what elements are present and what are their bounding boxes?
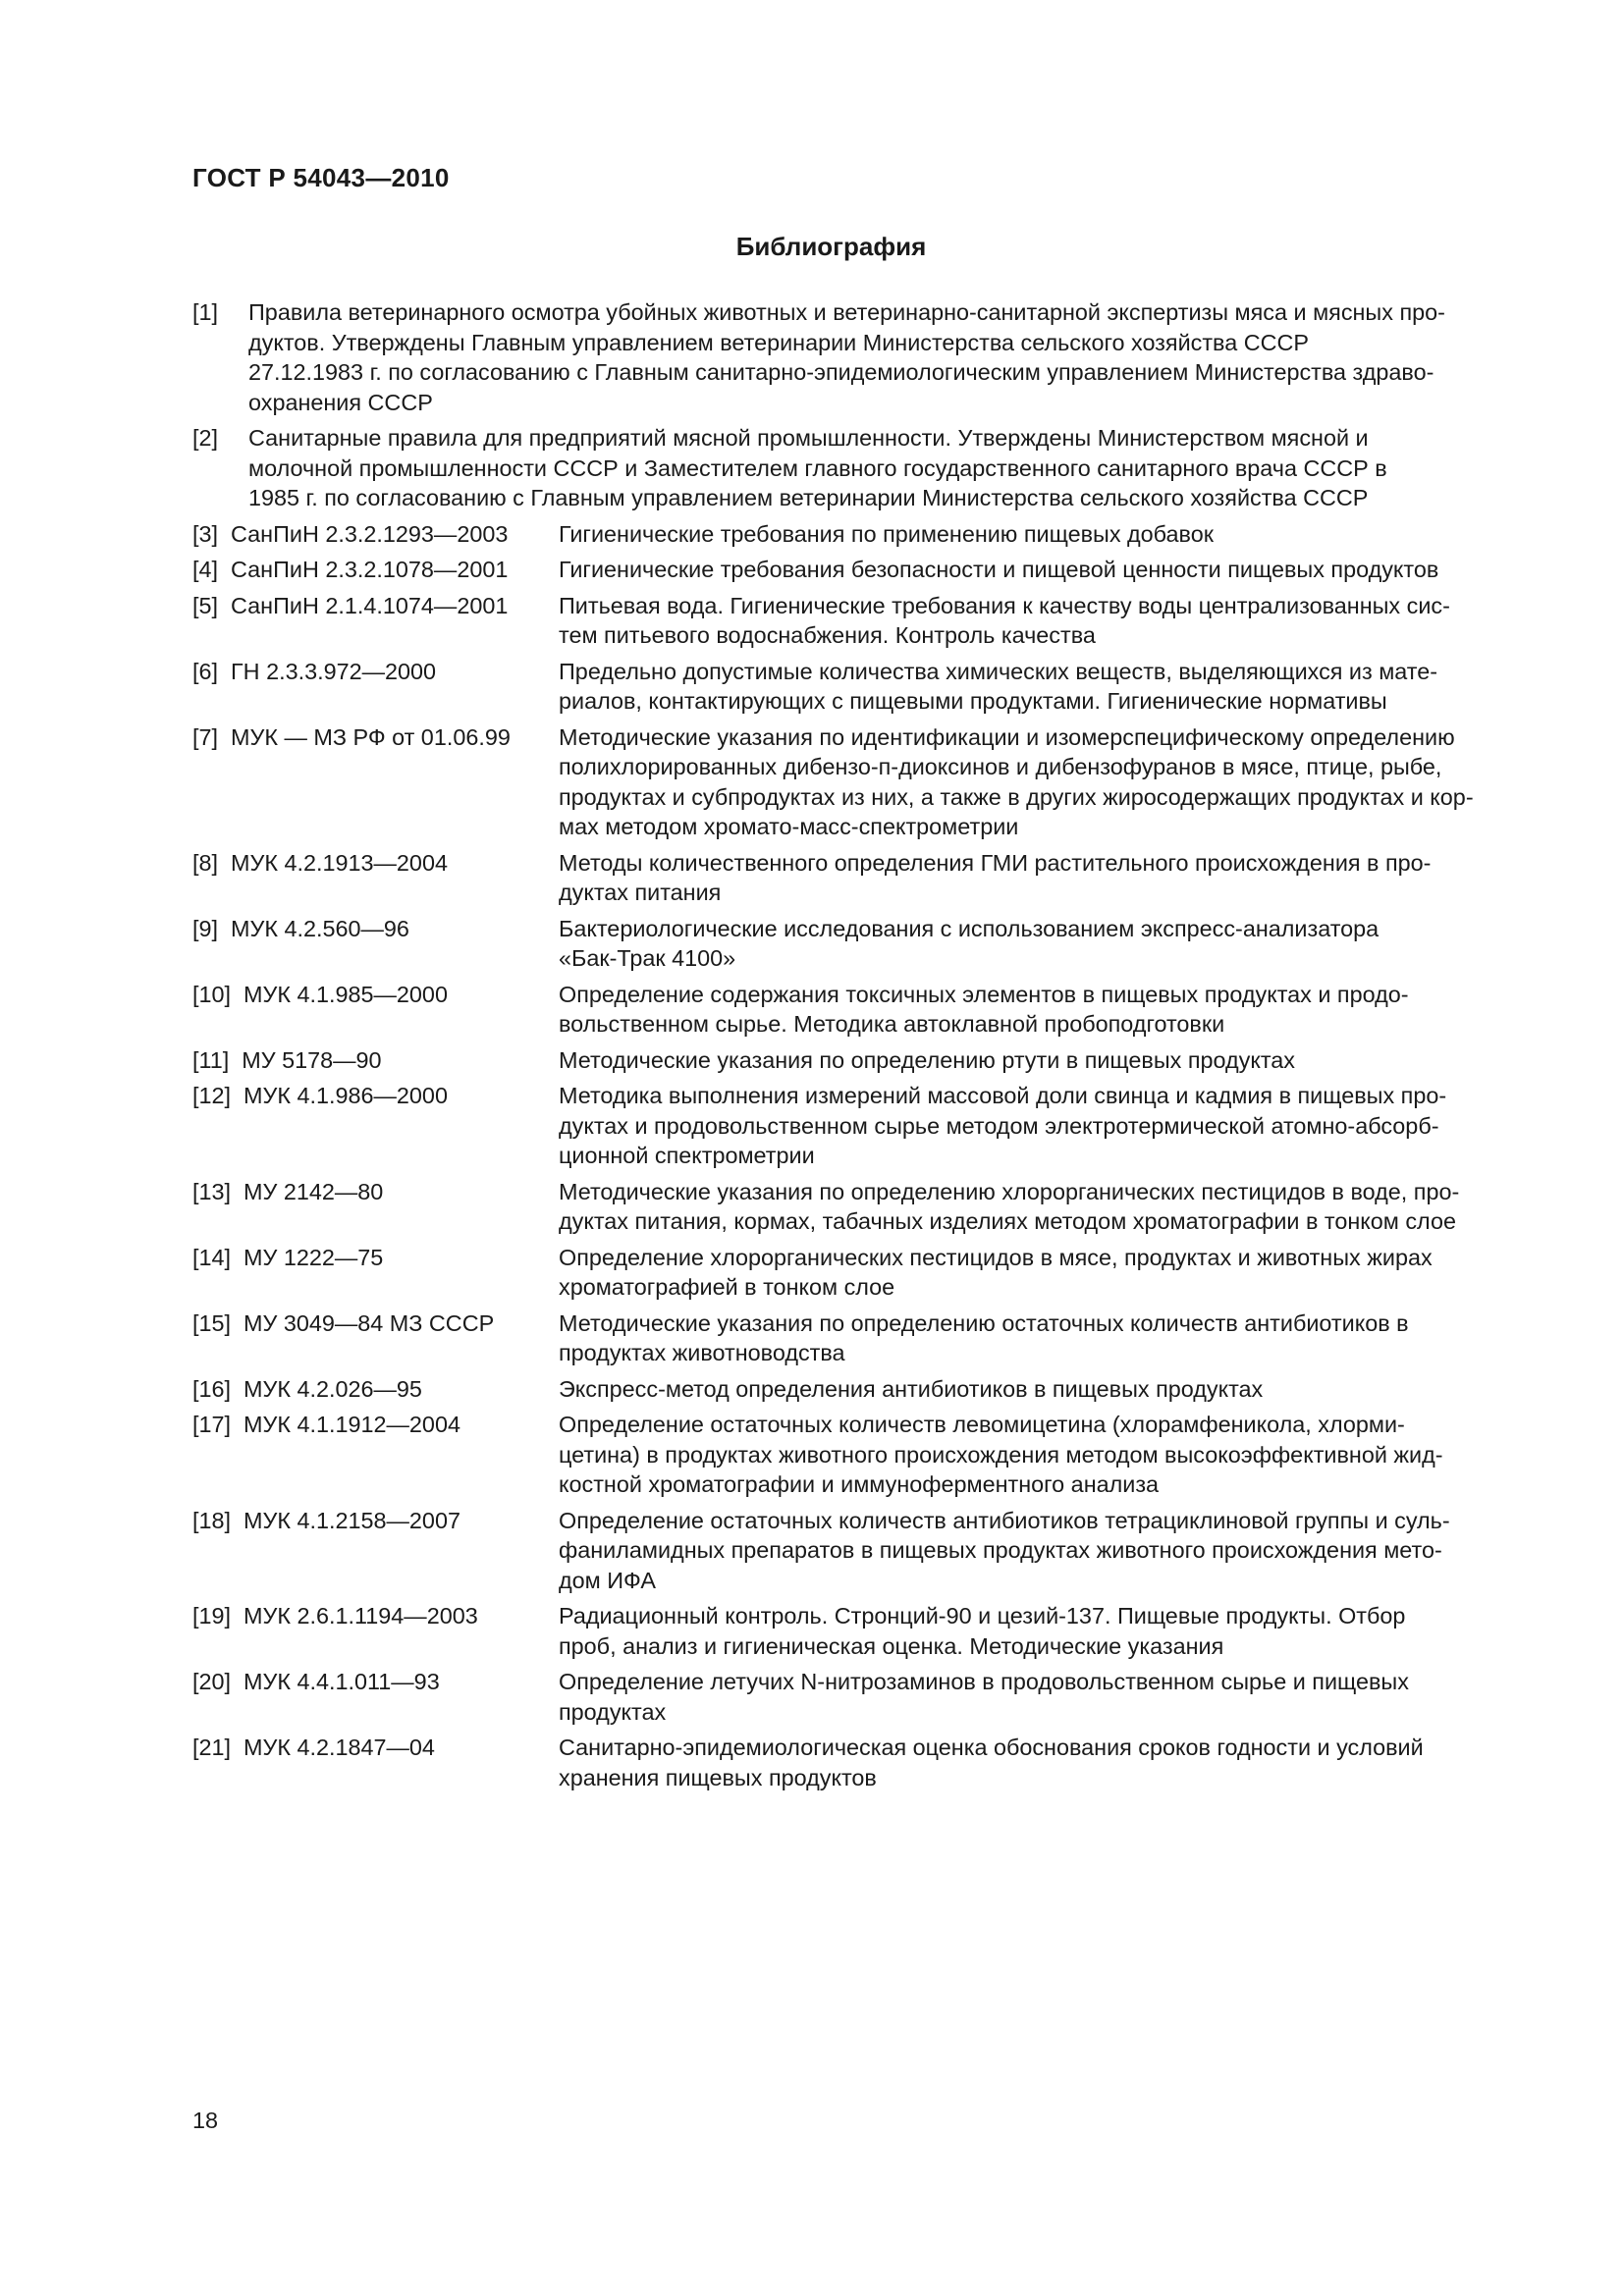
- entry-text: Радиационный контроль. Стронций-90 и цезий-137. Пищевые продукты. Отбор проб, анализ и гигиеническая оценка. Методические указания: [559, 1603, 1406, 1659]
- entry-label: [192, 1243, 559, 1303]
- entry-label: [192, 555, 559, 585]
- bibliography-entry: [192, 1506, 1520, 1596]
- entry-text: Бактериологические исследования с использованием экспресс-анализатора «Бак-Трак 4100»: [559, 915, 1380, 971]
- section-title: Библиография: [735, 232, 927, 261]
- bibliography-entry: [192, 1410, 1520, 1500]
- entry-number: [20]: [192, 1669, 232, 1694]
- entry-code: СанПиН 2.3.2.1078—2001: [231, 557, 509, 582]
- bibliography-entry: [192, 1177, 1520, 1237]
- bibliography-entry: [192, 1667, 1520, 1727]
- entry-number: [4]: [192, 557, 219, 582]
- bibliography-entry: [192, 914, 1520, 974]
- entry-number: [7]: [192, 723, 219, 750]
- entry-number: [5]: [192, 592, 219, 618]
- entry-label: [192, 1410, 559, 1500]
- entry-label: [192, 1308, 559, 1368]
- entry-number: [1]: [192, 299, 219, 325]
- entry-label: [192, 914, 559, 974]
- entry-label: [192, 1506, 559, 1596]
- entry-number: [13]: [192, 1178, 232, 1204]
- entry-number: [21]: [192, 1735, 232, 1760]
- bibliography-entry: [192, 1308, 1520, 1368]
- bibliography-entry: [192, 1374, 1520, 1405]
- entry-text: Определение хлорорганических пестицидов в мясе, продуктах и животных жирах хроматографией в тонком слое: [559, 1244, 1433, 1300]
- entry-label: [192, 519, 559, 550]
- entry-text: Предельно допустимые количества химических веществ, выделяющихся из мате- риалов, контактирующих с пищевыми продуктами. Гигиенические нормативы: [559, 658, 1438, 714]
- entry-text: Методы количественного определения ГМИ растительного происхождения в про- дуктах питания: [559, 849, 1432, 905]
- bibliography-entry: [192, 1243, 1520, 1303]
- entry-text: Питьевая вода. Гигиенические требования к качеству воды централизованных сис- тем питьевого водоснабжения. Контроль качества: [559, 592, 1450, 648]
- bibliography-entry: [192, 980, 1520, 1040]
- bibliography-entry: [192, 591, 1520, 651]
- bibliography-entry: [192, 1601, 1520, 1661]
- entry-code: МУ 2142—80: [243, 1178, 384, 1204]
- entry-text: Методические указания по определению остаточных количеств антибиотиков в продуктах животноводства: [559, 1309, 1409, 1365]
- entry-code: ГН 2.3.3.972—2000: [231, 658, 437, 684]
- entry-text: Санитарные правила для предприятий мясной промышленности. Утверждены Министерством мясной и молочной промышленности СССР и Заместителем главного государственного санитарного врача СССР в 1985 г. по согласованию с Главным управлением ветеринарии Министерства сельского хозяйства СССР: [248, 425, 1387, 510]
- entry-number: [8]: [192, 849, 219, 876]
- entry-label: [192, 1177, 559, 1237]
- entry-number: [17]: [192, 1412, 232, 1437]
- entry-code: МУК 4.2.026—95: [243, 1375, 422, 1402]
- entry-label: [192, 1733, 559, 1792]
- entry-number: [10]: [192, 981, 232, 1007]
- entry-code: МУ 5178—90: [242, 1046, 382, 1073]
- entry-number: [6]: [192, 658, 219, 684]
- bibliography-list: [192, 297, 1520, 1798]
- page-number: 18: [192, 2108, 219, 2133]
- entry-text: Гигиенические требования по применению пищевых добавок: [559, 520, 1214, 547]
- entry-text: Правила ветеринарного осмотра убойных животных и ветеринарно-санитарной экспертизы мяса и мясных про- дуктов. Утверждены Главным управлением ветеринарии Министерства сельского хозяйства СССР 27.12.1983 г. по согласованию с Главным санитарно-эпидемиологическим управлением Министерства здраво- охранения СССР: [248, 299, 1445, 415]
- bibliography-entry: [192, 519, 1520, 550]
- entry-number: [19]: [192, 1603, 232, 1629]
- entry-code: СанПиН 2.1.4.1074—2001: [231, 592, 509, 618]
- entry-text: Методика выполнения измерений массовой доли свинца и кадмия в пищевых про- дуктах и продовольственном сырье методом электротермической атомно-абсорб- ционной спектрометрии: [559, 1083, 1447, 1168]
- entry-code: МУК 4.1.1912—2004: [243, 1412, 460, 1437]
- entry-text: Определение остаточных количеств левомицетина (хлорамфеникола, хлорми- цетина) в продуктах животного происхождения методом высокоэффективной жид- костной хроматографии и иммуноферментного анализа: [559, 1412, 1443, 1497]
- entry-code: МУК 4.2.1913—2004: [231, 849, 448, 876]
- entry-number: [2]: [192, 425, 219, 451]
- entry-code: МУК 2.6.1.1194—2003: [243, 1603, 478, 1629]
- entry-number: [15]: [192, 1309, 232, 1336]
- bibliography-entry: [192, 657, 1520, 717]
- document-code: ГОСТ Р 54043—2010: [192, 163, 450, 192]
- entry-text: Методические указания по идентификации и изомерспецифическому определению полихлорированных дибензо-п-диоксинов и дибензофуранов в мясе, птице, рыбе, продуктах и субпродуктах из них, а также в других жиросодержащих продуктах и кор- мах методом хромато-масс-спектрометрии: [559, 723, 1474, 839]
- entry-code: МУК 4.1.986—2000: [243, 1083, 448, 1108]
- entry-number: [11]: [192, 1046, 230, 1073]
- bibliography-entry: [192, 423, 1520, 513]
- entry-label: [192, 1374, 559, 1405]
- entry-label: [192, 657, 559, 717]
- bibliography-entry: [192, 1733, 1520, 1792]
- entry-label: [192, 1667, 559, 1727]
- entry-label: [192, 980, 559, 1040]
- entry-label: [192, 1601, 559, 1661]
- bibliography-entry: [192, 1045, 1520, 1076]
- entry-code: МУК 4.1.985—2000: [243, 981, 448, 1007]
- coded-entries: [192, 519, 1520, 1793]
- entry-code: МУ 3049—84 МЗ СССР: [243, 1309, 495, 1336]
- entry-text: Определение остаточных количеств антибиотиков тетрациклиновой группы и суль- фаниламидных препаратов в пищевых продуктах животного происхождения мето- дом ИФА: [559, 1507, 1450, 1593]
- entry-number: [16]: [192, 1375, 232, 1402]
- entry-text: Методические указания по определению хлорорганических пестицидов в воде, про- дуктах питания, кормах, табачных изделиях методом хроматографии в тонком слое: [559, 1178, 1460, 1234]
- entry-code: МУК 4.4.1.011—93: [243, 1669, 440, 1694]
- bibliography-entry: [192, 848, 1520, 908]
- entry-code: МУК 4.2.560—96: [231, 915, 409, 941]
- entry-label: [192, 1045, 559, 1076]
- entry-code: МУ 1222—75: [243, 1244, 384, 1270]
- entry-text: Экспресс-метод определения антибиотиков в пищевых продуктах: [559, 1375, 1264, 1402]
- entry-text: Методические указания по определению ртути в пищевых продуктах: [559, 1046, 1296, 1073]
- entry-number: [14]: [192, 1244, 232, 1270]
- entry-text: Определение содержания токсичных элементов в пищевых продуктах и продо- вольственном сырье. Методика автоклавной пробоподготовки: [559, 981, 1409, 1037]
- entry-text: Определение летучих N-нитрозаминов в продовольственном сырье и пищевых продуктах: [559, 1669, 1409, 1725]
- entry-number: [12]: [192, 1083, 232, 1108]
- entry-code: МУК 4.2.1847—04: [243, 1735, 435, 1760]
- entry-label: [192, 848, 559, 908]
- entry-label: [192, 722, 559, 842]
- entry-text: Гигиенические требования безопасности и пищевой ценности пищевых продуктов: [559, 557, 1439, 582]
- entry-label: [192, 1081, 559, 1171]
- bibliography-entry: [192, 297, 1520, 417]
- entry-number: [18]: [192, 1507, 232, 1533]
- entry-label: [192, 591, 559, 651]
- bibliography-entry: [192, 722, 1520, 842]
- bibliography-entry: [192, 555, 1520, 585]
- entry-text: Санитарно-эпидемиологическая оценка обоснования сроков годности и условий хранения пищевых продуктов: [559, 1735, 1424, 1790]
- entry-number: [3]: [192, 520, 219, 547]
- entry-code: МУК 4.1.2158—2007: [243, 1507, 460, 1533]
- bibliography-entry: [192, 1081, 1520, 1171]
- entry-number: [9]: [192, 915, 219, 941]
- entry-code: СанПиН 2.3.2.1293—2003: [231, 520, 509, 547]
- entry-code: МУК — МЗ РФ от 01.06.99: [231, 723, 511, 750]
